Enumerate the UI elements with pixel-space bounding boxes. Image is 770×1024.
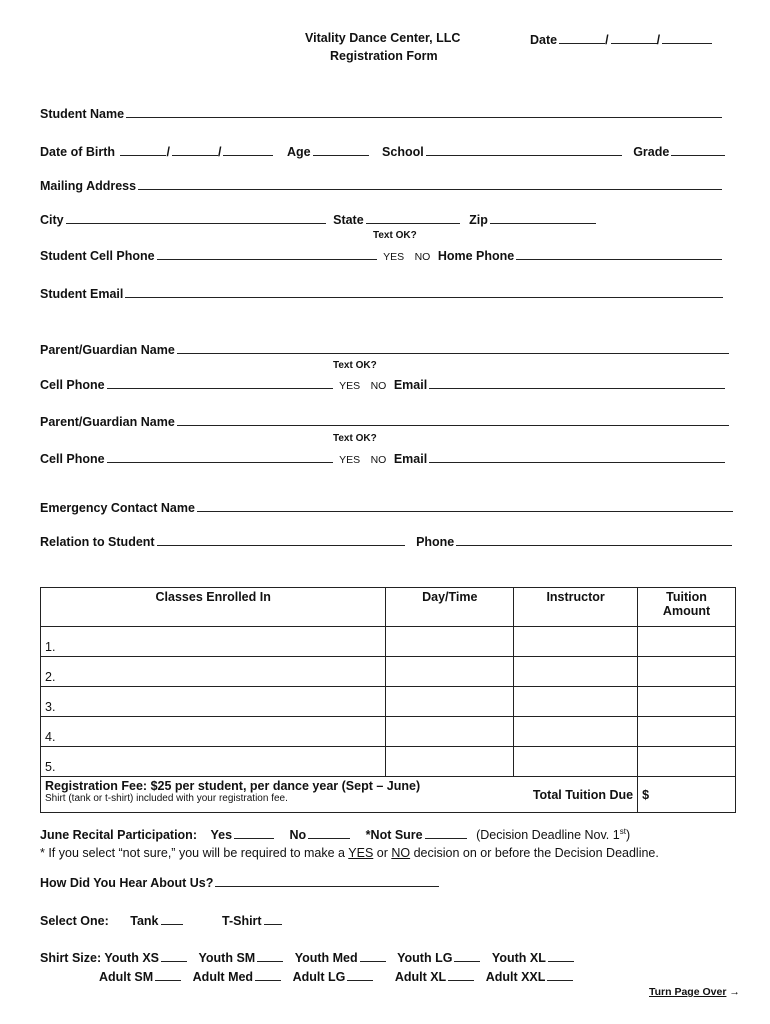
header-day-time: Day/Time	[386, 588, 514, 627]
class-cell-2[interactable]: 2.	[41, 657, 386, 687]
adult-xxl-input[interactable]	[547, 968, 573, 981]
city-label: City	[40, 213, 64, 227]
registration-fee-text: Registration Fee: $25 per student, per dance year (Sept – June)	[45, 779, 421, 793]
relation-input[interactable]	[157, 533, 405, 546]
registration-fee-cell	[41, 777, 514, 813]
parent-cell-row-1	[40, 376, 725, 392]
dob-month-input[interactable]	[120, 143, 166, 156]
instructor-cell[interactable]	[514, 657, 638, 687]
dob-year-input[interactable]	[223, 143, 273, 156]
adult-lg-input[interactable]	[347, 968, 373, 981]
student-name-label: Student Name	[40, 107, 125, 121]
shirt-note: Shirt (tank or t-shirt) included with your registration fee.	[45, 793, 288, 804]
youth-xs-label: Youth XS	[104, 951, 160, 965]
text-no-option-2[interactable]: NO	[370, 454, 387, 466]
dob-day-input[interactable]	[172, 143, 218, 156]
table-header-row	[41, 588, 736, 627]
age-input[interactable]	[313, 143, 369, 156]
youth-xl-input[interactable]	[548, 949, 574, 962]
youth-sm-label: Youth SM	[198, 951, 256, 965]
recital-row	[40, 826, 630, 842]
email-label-2: Email	[393, 452, 428, 466]
city-input[interactable]	[66, 211, 326, 224]
hear-about-label: How Did You Hear About Us?	[40, 876, 214, 890]
shirt-size-label: Shirt Size:	[40, 951, 102, 965]
state-input[interactable]	[366, 211, 460, 224]
adult-lg-label: Adult LG	[292, 970, 346, 984]
select-one-label: Select One:	[40, 914, 109, 928]
instructor-cell[interactable]	[514, 747, 638, 777]
adult-xl-label: Adult XL	[394, 970, 447, 984]
parent-name-label-2: Parent/Guardian Name	[40, 415, 175, 429]
adult-xxl-label: Adult XXL	[485, 970, 546, 984]
student-email-label: Student Email	[40, 287, 124, 301]
parent-cell-row-2	[40, 450, 725, 466]
dob-row: Date of Birth / / Age School Grade	[40, 143, 725, 159]
header-classes: Classes Enrolled In	[41, 588, 386, 627]
cell-phone-label-1: Cell Phone	[40, 378, 105, 392]
parent-name-label-1: Parent/Guardian Name	[40, 343, 175, 357]
text-no-option-1[interactable]: NO	[370, 380, 387, 392]
parent-name-field-1[interactable]	[40, 341, 729, 357]
instructor-cell[interactable]	[514, 687, 638, 717]
state-label: State	[333, 213, 364, 227]
instructor-cell[interactable]	[514, 627, 638, 657]
table-row	[41, 747, 736, 777]
adult-xl-input[interactable]	[448, 968, 474, 981]
grade-input[interactable]	[671, 143, 725, 156]
class-cell-1[interactable]: 1.	[41, 627, 386, 657]
recital-no-input[interactable]	[308, 826, 350, 839]
recital-yes-label: Yes	[210, 828, 233, 842]
text-yes-option[interactable]: YES	[383, 251, 405, 263]
recital-not-sure-label: *Not Sure	[365, 828, 423, 842]
tuition-cell[interactable]	[638, 687, 736, 717]
tuition-cell[interactable]	[638, 747, 736, 777]
table-row	[41, 687, 736, 717]
header-tuition: Tuition Amount	[638, 588, 736, 627]
youth-sm-input[interactable]	[257, 949, 283, 962]
turn-page-over	[649, 986, 740, 998]
date-field[interactable]: Date / /	[530, 31, 712, 47]
home-phone-input[interactable]	[516, 247, 722, 260]
total-row	[41, 777, 736, 813]
youth-med-label: Youth Med	[294, 951, 358, 965]
tuition-cell[interactable]	[638, 717, 736, 747]
day-time-cell[interactable]	[386, 687, 514, 717]
tshirt-label: T-Shirt	[222, 914, 262, 928]
youth-lg-label: Youth LG	[397, 951, 453, 965]
text-yes-option-2[interactable]: YES	[339, 454, 361, 466]
company-name: Vitality Dance Center, LLC	[305, 31, 461, 45]
total-tuition-label: Total Tuition Due	[514, 777, 638, 813]
day-time-cell[interactable]	[386, 627, 514, 657]
home-phone-label: Home Phone	[437, 249, 515, 263]
youth-xl-label: Youth XL	[491, 951, 546, 965]
table-row	[41, 627, 736, 657]
adult-med-input[interactable]	[255, 968, 281, 981]
hear-about-field[interactable]	[40, 874, 439, 890]
emergency-name-label: Emergency Contact Name	[40, 501, 195, 515]
city-row	[40, 211, 596, 227]
tank-input[interactable]	[161, 912, 183, 925]
decision-deadline: (Decision Deadline Nov. 1st)	[476, 826, 631, 842]
student-name-field[interactable]	[40, 105, 722, 121]
text-ok-label-2: Text OK?	[333, 433, 377, 444]
recital-label: June Recital Participation:	[40, 828, 197, 842]
text-ok-label-1: Text OK?	[333, 360, 377, 371]
school-input[interactable]	[426, 143, 622, 156]
tuition-cell[interactable]	[638, 627, 736, 657]
mailing-address-field[interactable]	[40, 177, 722, 193]
relation-label: Relation to Student	[40, 535, 155, 549]
text-no-option[interactable]: NO	[414, 251, 431, 263]
classes-table	[40, 587, 736, 813]
cell-phone-input-2[interactable]	[107, 450, 333, 463]
class-cell-5[interactable]: 5.	[41, 747, 386, 777]
cell-phone-label-2: Cell Phone	[40, 452, 105, 466]
day-time-cell[interactable]	[386, 747, 514, 777]
cell-phone-input-1[interactable]	[107, 376, 333, 389]
youth-lg-input[interactable]	[454, 949, 480, 962]
parent-name-field-2[interactable]	[40, 413, 729, 429]
text-yes-option-1[interactable]: YES	[339, 380, 361, 392]
recital-not-sure-input[interactable]	[425, 826, 467, 839]
class-cell-4[interactable]: 4.	[41, 717, 386, 747]
youth-xs-input[interactable]	[161, 949, 187, 962]
table-row	[41, 717, 736, 747]
shirt-size-youth-row	[40, 949, 574, 965]
adult-sm-label: Adult SM	[99, 970, 154, 984]
day-time-cell[interactable]	[386, 717, 514, 747]
student-cell-input[interactable]	[157, 247, 377, 260]
date-label: Date	[530, 33, 558, 47]
recital-no-label: No	[289, 828, 307, 842]
instructor-cell[interactable]	[514, 717, 638, 747]
day-time-cell[interactable]	[386, 657, 514, 687]
zip-input[interactable]	[490, 211, 596, 224]
adult-sm-input[interactable]	[155, 968, 181, 981]
youth-med-input[interactable]	[360, 949, 386, 962]
text-ok-label: Text OK?	[373, 230, 417, 241]
form-title: Registration Form	[330, 49, 438, 63]
header-instructor: Instructor	[514, 588, 638, 627]
tank-label: Tank	[130, 914, 159, 928]
zip-label: Zip	[469, 213, 488, 227]
total-tuition-input[interactable]: $	[638, 777, 736, 813]
email-label-1: Email	[393, 378, 428, 392]
emergency-name-field[interactable]	[40, 499, 733, 515]
adult-med-label: Adult Med	[192, 970, 254, 984]
student-cell-row	[40, 247, 722, 263]
recital-note: * If you select “not sure,” you will be required to make a YES or NO decision on or before the Decision Deadline.	[40, 846, 659, 860]
grade-label: Grade	[633, 145, 670, 159]
phone-input[interactable]	[456, 533, 732, 546]
relation-row	[40, 533, 732, 549]
school-label: School	[382, 145, 424, 159]
turn-page-label: Turn Page Over	[649, 986, 727, 998]
student-email-field[interactable]	[40, 285, 723, 301]
shirt-size-adult-row	[99, 968, 573, 984]
class-cell-3[interactable]: 3.	[41, 687, 386, 717]
email-input-2[interactable]	[429, 450, 725, 463]
mailing-address-label: Mailing Address	[40, 179, 137, 193]
table-row	[41, 657, 736, 687]
email-input-1[interactable]	[429, 376, 725, 389]
recital-yes-input[interactable]	[234, 826, 274, 839]
select-one-row	[40, 912, 282, 928]
arrow-right-icon: →	[729, 986, 740, 998]
student-cell-label: Student Cell Phone	[40, 249, 155, 263]
tuition-cell[interactable]	[638, 657, 736, 687]
phone-label: Phone	[416, 535, 455, 549]
age-label: Age	[286, 145, 311, 159]
dob-label: Date of Birth	[40, 145, 115, 159]
tshirt-input[interactable]	[264, 912, 282, 925]
